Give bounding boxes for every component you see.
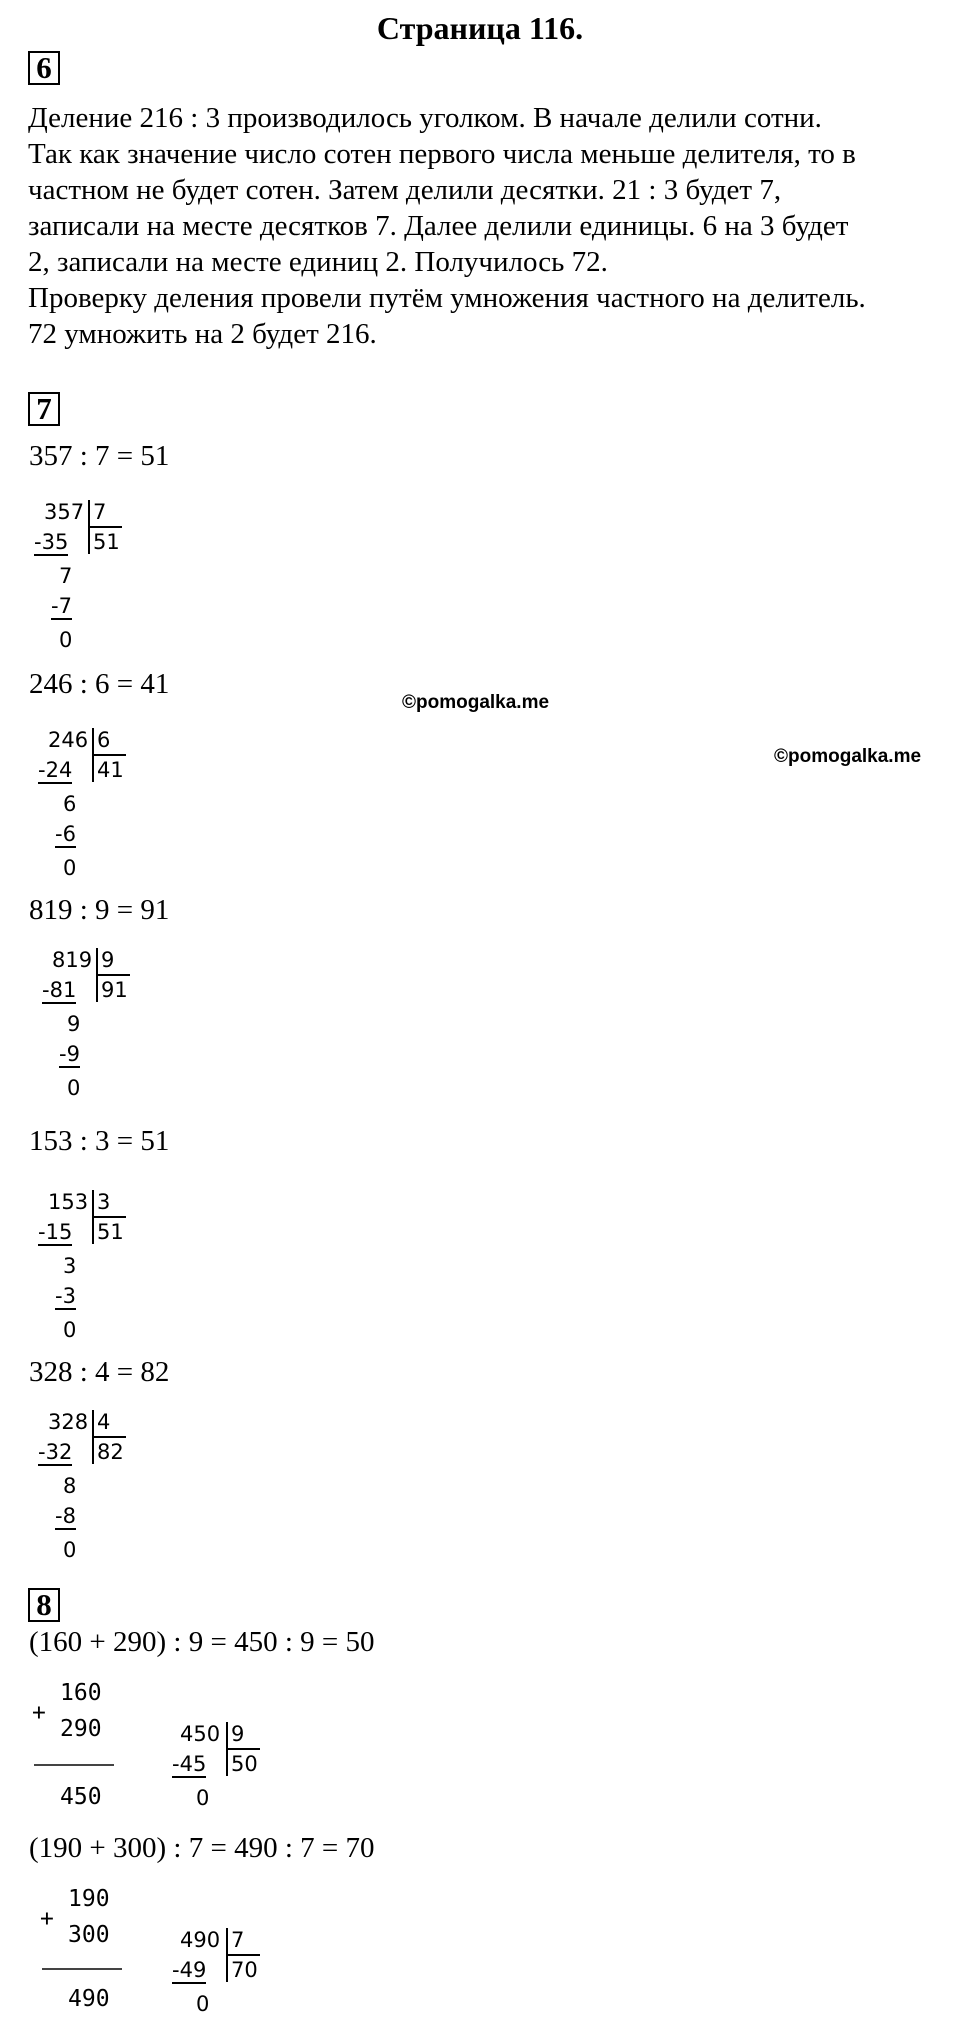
equation-5: 328 : 4 = 82 [29, 1356, 170, 1388]
subtrahend-2: -7 [51, 594, 72, 618]
quotient: 51 [97, 1220, 124, 1244]
divisor: 3 [97, 1190, 111, 1214]
dividend: 450 [180, 1722, 221, 1746]
quotient: 51 [93, 530, 120, 554]
equation-4: 153 : 3 = 51 [29, 1125, 170, 1157]
addend-1: 190 [68, 1886, 110, 1912]
remainder-1: 9 [67, 1012, 81, 1036]
subtrahend-1: -15 [38, 1220, 73, 1244]
subtrahend-2: -6 [55, 822, 76, 846]
task-number-6: 6 [28, 51, 60, 85]
watermark: ©pomogalka.me [402, 692, 550, 713]
dividend: 819 [52, 948, 93, 972]
dividend: 246 [48, 728, 89, 752]
subtrahend-1: -32 [38, 1440, 73, 1464]
plus-sign: + [32, 1700, 46, 1726]
remainder-1: 8 [63, 1474, 77, 1498]
addend-2: 290 [60, 1716, 102, 1742]
task-6-text: Деление 216 : 3 производилось уголком. В начале делили сотни. Так как значение число сотен первого числа меньше делителя, то в частном не будет сотен. Затем делили десятки. 21 : 3 будет 7, записали на месте десятков 7. Далее делили единицы. 6 на 3 будет 2, записали на месте единиц 2. Получилось 72. Проверку деления провели путём умножения частного на делитель. 72 умножить на 2 будет 216. [28, 102, 866, 350]
quotient: 82 [97, 1440, 124, 1464]
remainder-2: 0 [63, 1538, 77, 1562]
sum: 490 [68, 1986, 110, 2012]
subtrahend-1: -81 [42, 978, 77, 1002]
task-number-8: 8 [28, 1588, 60, 1622]
subtrahend-1: -45 [172, 1752, 207, 1776]
quotient: 91 [101, 978, 128, 1002]
addend-1: 160 [60, 1680, 102, 1706]
dividend: 490 [180, 1928, 221, 1952]
divisor: 7 [231, 1928, 245, 1952]
remainder-1: 0 [196, 1786, 210, 1810]
subtrahend-2: -8 [55, 1504, 76, 1528]
task-number-7: 7 [28, 392, 60, 426]
quotient: 50 [231, 1752, 258, 1776]
watermark: ©pomogalka.me [774, 746, 922, 767]
subtrahend-1: -49 [172, 1958, 207, 1982]
remainder-2: 0 [63, 1318, 77, 1342]
addend-2: 300 [68, 1922, 110, 1948]
dividend: 153 [48, 1190, 89, 1214]
remainder-2: 0 [63, 856, 77, 880]
remainder-1: 0 [196, 1992, 210, 2016]
equation-2: 246 : 6 = 41 [29, 668, 170, 700]
remainder-1: 3 [63, 1254, 77, 1278]
equation-1: 357 : 7 = 51 [29, 440, 170, 472]
quotient: 41 [97, 758, 124, 782]
divisor: 4 [97, 1410, 111, 1434]
remainder-1: 7 [59, 564, 73, 588]
quotient: 70 [231, 1958, 258, 1982]
sum: 450 [60, 1784, 102, 1810]
sum-line [42, 1968, 122, 1970]
subtrahend-2: -9 [59, 1042, 80, 1066]
equation-6: (160 + 290) : 9 = 450 : 9 = 50 [29, 1626, 375, 1658]
equation-3: 819 : 9 = 91 [29, 894, 170, 926]
subtrahend-2: -3 [55, 1284, 76, 1308]
remainder-1: 6 [63, 792, 77, 816]
dividend: 357 [44, 500, 85, 524]
subtrahend-1: -24 [38, 758, 73, 782]
divisor: 9 [231, 1722, 245, 1746]
page-title: Страница 116. [376, 10, 584, 46]
divisor: 9 [101, 948, 115, 972]
remainder-2: 0 [67, 1076, 81, 1100]
divisor: 6 [97, 728, 111, 752]
plus-sign: + [40, 1906, 54, 1932]
subtrahend-1: -35 [34, 530, 69, 554]
equation-7: (190 + 300) : 7 = 490 : 7 = 70 [29, 1832, 375, 1864]
sum-line [34, 1764, 114, 1766]
divisor: 7 [93, 500, 107, 524]
dividend: 328 [48, 1410, 89, 1434]
remainder-2: 0 [59, 628, 73, 652]
